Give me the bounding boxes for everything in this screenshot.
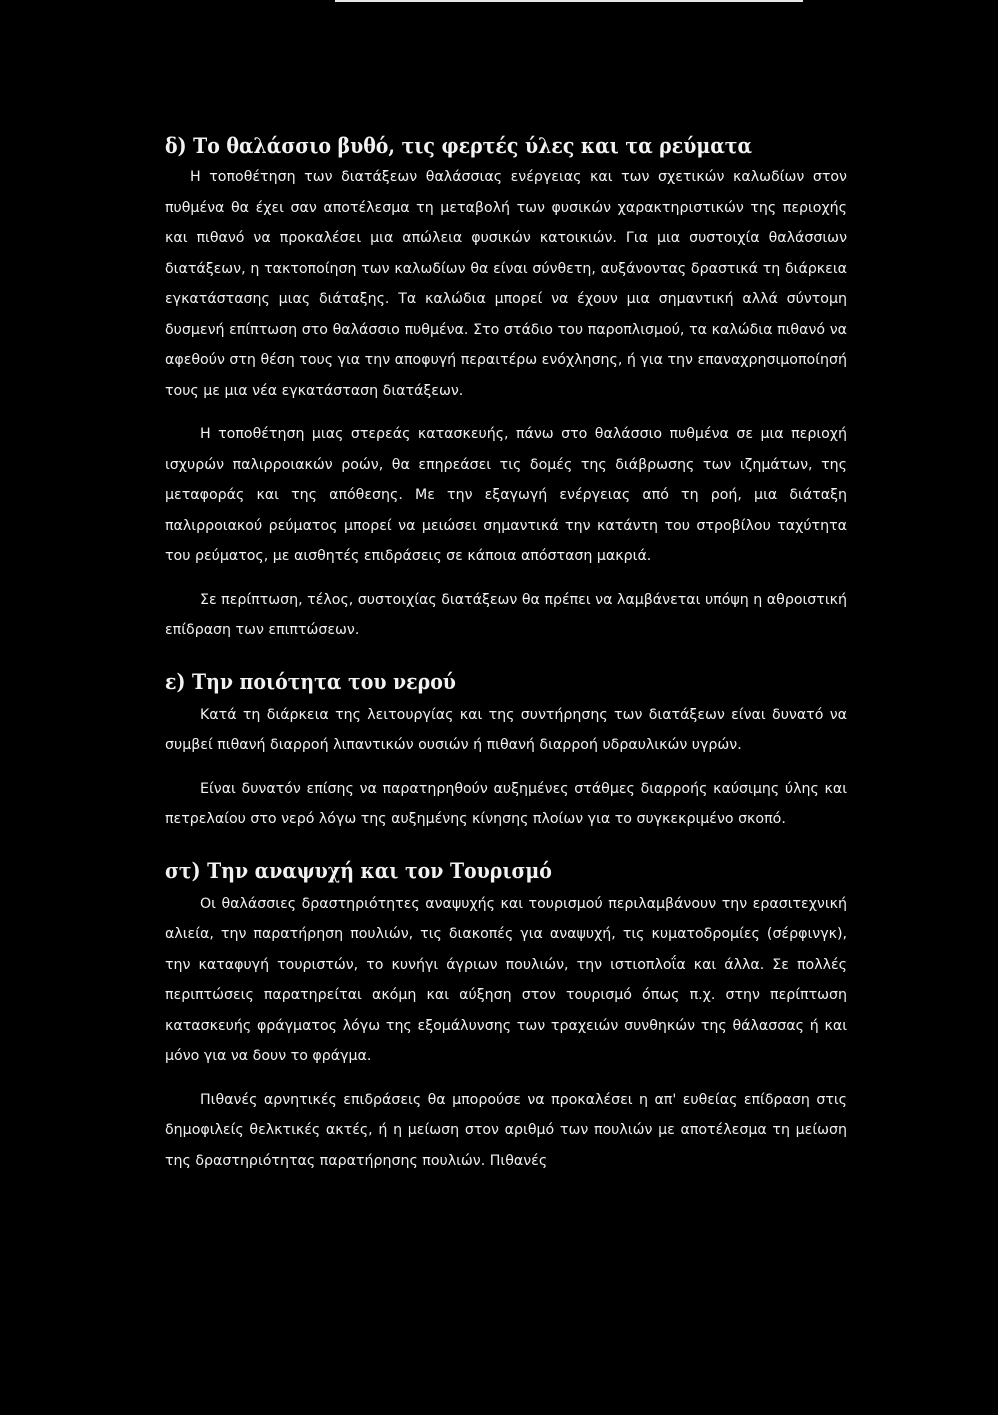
section-heading-water-quality: ε) Την ποιότητα του νερού bbox=[165, 668, 456, 694]
paragraph-recreation-activities: Οι θαλάσσιες δραστηριότητες αναψυχής και τουρισμού περιλαμβάνουν την ερασιτεχνική αλιεία, την παρατήρηση πουλιών, τις διακοπές για αναψυχή, τις κυματοδρομίες (σέρφινγκ), την καταφυγή τουριστών, το κυνήγι άγριων πουλιών, την ιστιοπλοΐα και άλλα. Σε πολλές περιπτώσεις παρατηρείται ακόμη και αύξηση στον τουρισμό όπως π.χ. στην περίπτωση κατασκευής φράγματος λόγω της εξομάλυνσης των τραχειών συνθηκών της θάλασσας ή και μόνο για να δουν το φράγμα. bbox=[165, 895, 847, 1064]
section-heading-seabed: δ) Το θαλάσσιο βυθό, τις φερτές ύλες και τα ρεύματα bbox=[165, 133, 753, 158]
document-page bbox=[165, 132, 847, 1176]
paragraph-water-fuel: Είναι δυνατόν επίσης να παρατηρηθούν αυξημένες στάθμες διαρροής καύσιμης ύλης και πετρελαίου στο νερό λόγω της αυξημένης κίνησης πλοίων για το συγκεκριμένο σκοπό. bbox=[165, 780, 847, 827]
section-heading-recreation-tourism: στ) Την αναψυχή και τον Τουρισμό bbox=[165, 857, 552, 883]
paragraph-seabed-cables: Η τοποθέτηση των διατάξεων θαλάσσιας ενέργειας και των σχετικών καλωδίων στον πυθμένα θα έχει σαν αποτέλεσμα τη μεταβολή των φυσικών χαρακτηριστικών της περιοχής και πιθανό να προκαλέσει μια απώλεια φυσικών κατοικιών. Για μια συστοιχία θαλάσσιων διατάξεων, η τακτοποίηση των καλωδίων θα είναι σύνθετη, αυξάνοντας δραστικά τη διάρκεια εγκατάστασης μιας διάταξης. Τα καλώδια μπορεί να έχουν μια σημαντική αλλά σύντομη δυσμενή επίπτωση στο θαλάσσιο πυθμένα. Στο στάδιο του παροπλισμού, τα καλώδια πιθανό να αφεθούν στη θέση τους για την αποφυγή περαιτέρω ενόχλησης, ή για την επαναχρησιμοποίησή τους με μια νέα εγκατάσταση διατάξεων. bbox=[165, 169, 847, 399]
paragraph-seabed-cumulative: Σε περίπτωση, τέλος, συστοιχίας διατάξεων θα πρέπει να λαμβάνεται υπόψη η αθροιστική επίδραση των επιπτώσεων. bbox=[165, 591, 847, 638]
paragraph-recreation-negative: Πιθανές αρνητικές επιδράσεις θα μπορούσε να προκαλέσει η απ' ευθείας επίδραση στις δημοφιλείς θελκτικές ακτές, ή η μείωση στον αριθμό των πουλιών με αποτέλεσμα τη μείωση της δραστηριότητας παρατήρησης πουλιών. Πιθανές bbox=[165, 1091, 847, 1169]
paragraph-water-leakage: Κατά τη διάρκεια της λειτουργίας και της συντήρησης των διατάξεων είναι δυνατό να συμβεί πιθανή διαρροή λιπαντικών ουσιών ή πιθανή διαρροή υδραυλικών υγρών. bbox=[165, 706, 847, 753]
paragraph-seabed-structure: Η τοποθέτηση μιας στερεάς κατασκευής, πάνω στο θαλάσσιο πυθμένα σε μια περιοχή ισχυρών παλιρροιακών ροών, θα επηρεάσει τις δομές της διάβρωσης των ιζημάτων, της μεταφοράς και της απόθεσης. Με την εξαγωγή ενέργειας από τη ροή, μια διάταξη παλιρροιακού ρεύματος μπορεί να μειώσει σημαντικά την κατάντη του στροβίλου ταχύτητα του ρεύματος, με αισθητές επιδράσεις σε κάποια απόσταση μακριά. bbox=[165, 426, 847, 564]
top-rule bbox=[335, 0, 803, 2]
